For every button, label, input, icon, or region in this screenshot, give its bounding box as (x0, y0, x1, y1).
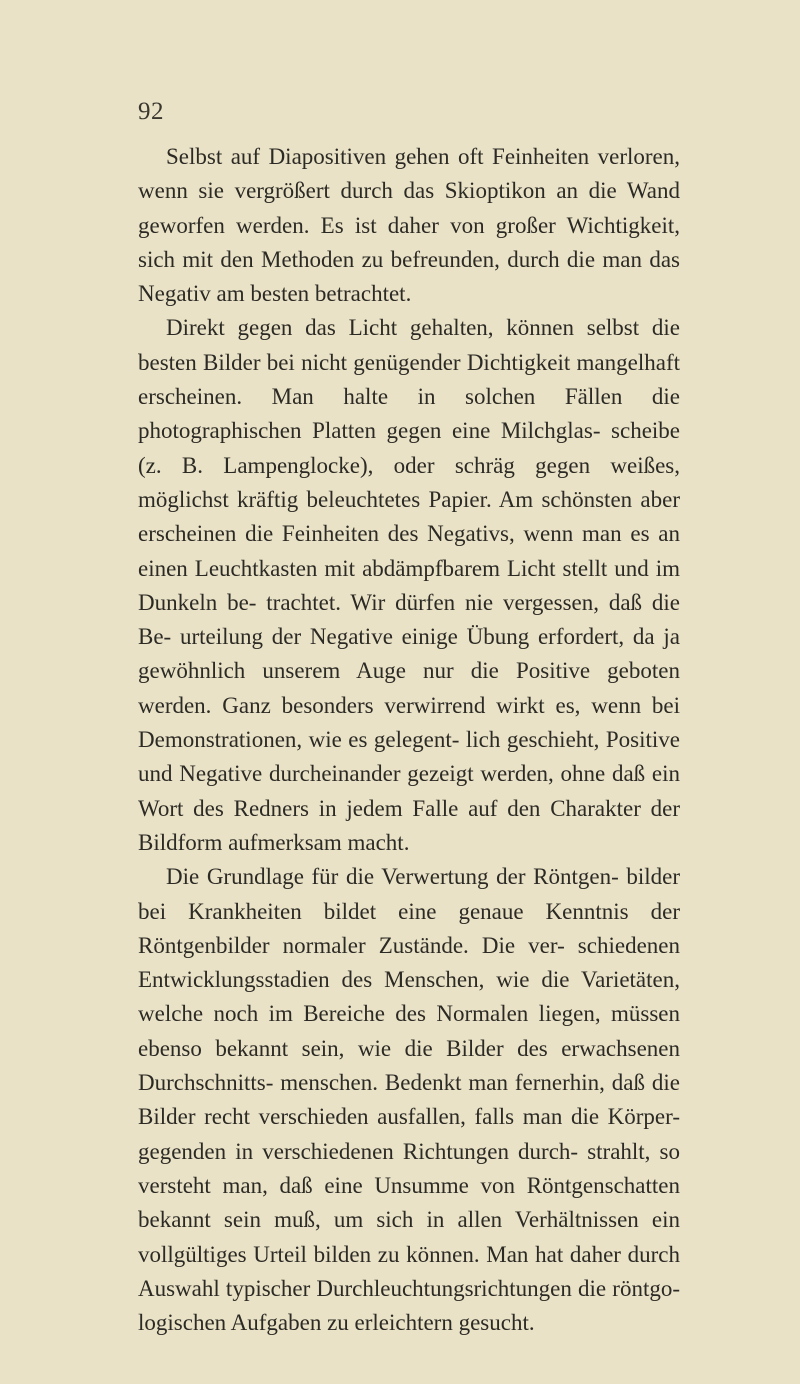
paragraph: Selbst auf Diapositiven gehen oft Feinheiten verloren, wenn sie vergrößert durch das Skioptikon an die Wand geworfen werden. Es ist daher von großer Wichtigkeit, sich mit den Methoden zu befreunden, durch die man das Negativ am besten betrachtet. (138, 144, 680, 307)
paragraph: Direkt gegen das Licht gehalten, können selbst die besten Bilder bei nicht genügender Dichtigkeit mangelhaft erscheinen. Man halte in solchen Fällen die photographischen Platten gegen eine Milchglas- scheibe (z. B. Lampenglocke), oder schräg gegen weißes, möglichst kräftig beleuchtetes Papier. Am schönsten aber erscheinen die Feinheiten des Negativs, wenn man es an einen Leuchtkasten mit abdämpfbarem Licht stellt und im Dunkeln be- trachtet. Wir dürfen nie vergessen, daß die Be- urteilung der Negative einige Übung erfordert, da ja gewöhnlich unserem Auge nur die Positive geboten werden. Ganz besonders verwirrend wirkt es, wenn bei Demonstrationen, wie es gelegent- lich geschieht, Positive und Negative durcheinander gezeigt werden, ohne daß ein Wort des Redners in jedem Falle auf den Charakter der Bildform aufmerksam macht. (138, 315, 680, 855)
paragraph: Die Grundlage für die Verwertung der Röntgen- bilder bei Krankheiten bildet eine genaue Kenntnis der Röntgenbilder normaler Zustände. Die ver- schiedenen Entwicklungsstadien des Menschen, wie die Varietäten, welche noch im Bereiche des Normalen liegen, müssen ebenso bekannt sein, wie die Bilder des erwachsenen Durchschnitts- menschen. Bedenkt man fernerhin, daß die Bilder recht verschieden ausfallen, falls man die Körper- gegenden in verschiedenen Richtungen durch- strahlt, so versteht man, daß eine Unsumme von Röntgenschatten bekannt sein muß, um sich in allen Verhältnissen ein vollgültiges Urteil bilden zu können. Man hat daher durch Auswahl typischer Durchleuchtungsrichtungen die röntgo- logischen Aufgaben zu erleichtern gesucht. (138, 864, 680, 1336)
text-body (138, 140, 680, 1340)
page-number: 92 (138, 98, 164, 125)
